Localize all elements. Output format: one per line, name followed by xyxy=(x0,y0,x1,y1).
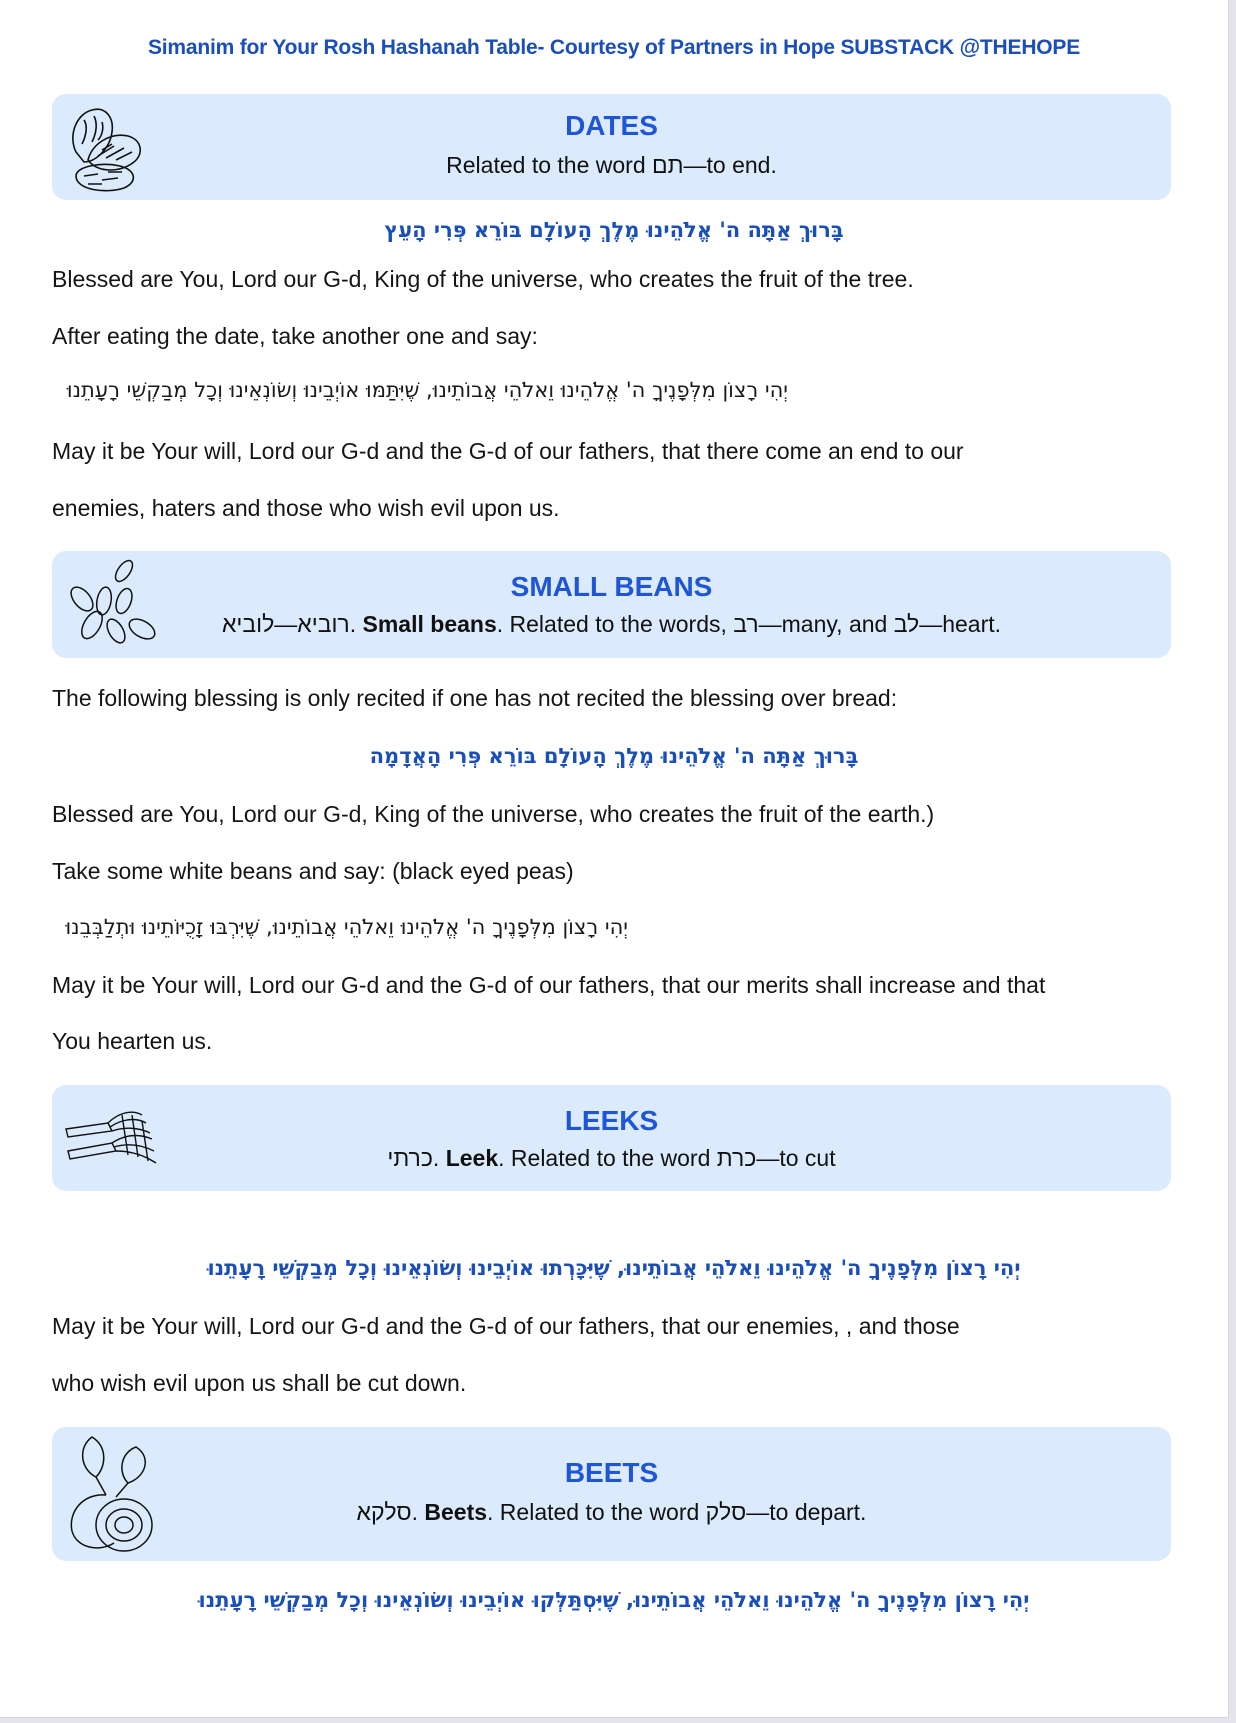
prayer-translation-line-2: enemies, haters and those who wish evil upon us. xyxy=(52,495,560,521)
instruction-text: The following blessing is only recited if one has not recited the blessing over bread: xyxy=(52,685,898,711)
prayer-hebrew: יְהִי רָצוֹן מִלְּפָנֶיךָ ה' אֱלֹהֵינוּ וֵאלֹהֵי אֲבוֹתֵינוּ, שֶׁיִּסְתַּלְּקוּ אוֹיְבֵינוּ וְשׂוֹנְאֵינוּ וְכָל מְבַקְשֵׁי רָעָתֵנוּ xyxy=(198,1588,1030,1612)
section-heading: DATES xyxy=(565,110,658,141)
section-subtitle: כרתי. Leek. Related to the word כרת—to cut xyxy=(387,1145,836,1171)
prayer-translation-line-2: who wish evil upon us shall be cut down. xyxy=(52,1370,467,1396)
blessing-translation: Blessed are You, Lord our G-d, King of the universe, who creates the fruit of the earth.) xyxy=(52,801,935,827)
section-header-leeks xyxy=(52,1085,1171,1191)
prayer-hebrew: יְהִי רָצוֹן מִלְּפָנֶיךָ ה' אֱלֹהֵינוּ וֵאלֹהֵי אֲבוֹתֵינוּ, שֶׁיִּתַּמּוּ אוֹיְבֵינוּ וְשׂוֹנְאֵינוּ וְכָל מְבַקְשֵׁי רָעָתֵנוּ xyxy=(66,378,788,402)
beets-illustration-icon xyxy=(62,1433,172,1557)
prayer-translation-line-1: May it be Your will, Lord our G-d and the G-d of our fathers, that our merits shall increase and that xyxy=(52,972,1046,998)
section-subtitle: רוביא—לוביא. Small beans. Related to the words, רב—many, and לב—heart. xyxy=(221,611,1002,637)
prayer-hebrew: יְהִי רָצוֹן מִלְּפָנֶיךָ ה' אֱלֹהֵינוּ וֵאלֹהֵי אֲבוֹתֵינוּ, שֶׁיִּרְבּוּ זָכֻיּוֹתֵינוּ וּתְלַבְּבֵנוּ xyxy=(65,915,628,939)
blessing-hebrew: בָּרוּךְ אַתָּה ה' אֱלֹהֵינוּ מֶלֶךְ הָעוֹלָם בּוֹרֵא פְּרִי הָאֲדָמָה xyxy=(369,744,859,768)
prayer-translation-line-1: May it be Your will, Lord our G-d and the G-d of our fathers, that our enemies, , and those xyxy=(52,1313,960,1339)
blessing-hebrew: בָּרוּךְ אַתָּה ה' אֱלֹהֵינוּ מֶלֶךְ הָעוֹלָם בּוֹרֵא פְּרִי הָעֵץ xyxy=(384,218,844,242)
section-header-small-beans xyxy=(52,551,1171,658)
prayer-hebrew: יְהִי רָצוֹן מִלְּפָנֶיךָ ה' אֱלֹהֵינוּ וֵאלֹהֵי אֲבוֹתֵינוּ, שֶׁיִּכָּרְתוּ אוֹיְבֵינוּ וְשׂוֹנְאֵינוּ וְכָל מְבַקְשֵׁי רָעָתֵנוּ xyxy=(207,1256,1021,1280)
instruction-text: Take some white beans and say: (black eyed peas) xyxy=(52,858,574,884)
section-subtitle: Related to the word תם—to end. xyxy=(446,152,777,178)
instruction-text: After eating the date, take another one and say: xyxy=(52,323,538,349)
blessing-translation: Blessed are You, Lord our G-d, King of the universe, who creates the fruit of the tree. xyxy=(52,266,914,292)
section-header-dates xyxy=(52,94,1171,200)
section-heading: BEETS xyxy=(564,1457,659,1488)
section-header-beets xyxy=(52,1427,1171,1561)
section-heading: SMALL BEANS xyxy=(510,571,713,602)
section-subtitle: סלקא. Beets. Related to the word סלק—to depart. xyxy=(356,1499,867,1525)
prayer-translation-line-2: You hearten us. xyxy=(52,1028,213,1054)
prayer-translation-line-1: May it be Your will, Lord our G-d and the G-d of our fathers, that there come an end to our xyxy=(52,438,964,464)
page-title: Simanim for Your Rosh Hashanah Table- Courtesy of Partners in Hope SUBSTACK @THEHOPE xyxy=(147,36,1081,59)
section-heading: LEEKS xyxy=(564,1105,659,1136)
